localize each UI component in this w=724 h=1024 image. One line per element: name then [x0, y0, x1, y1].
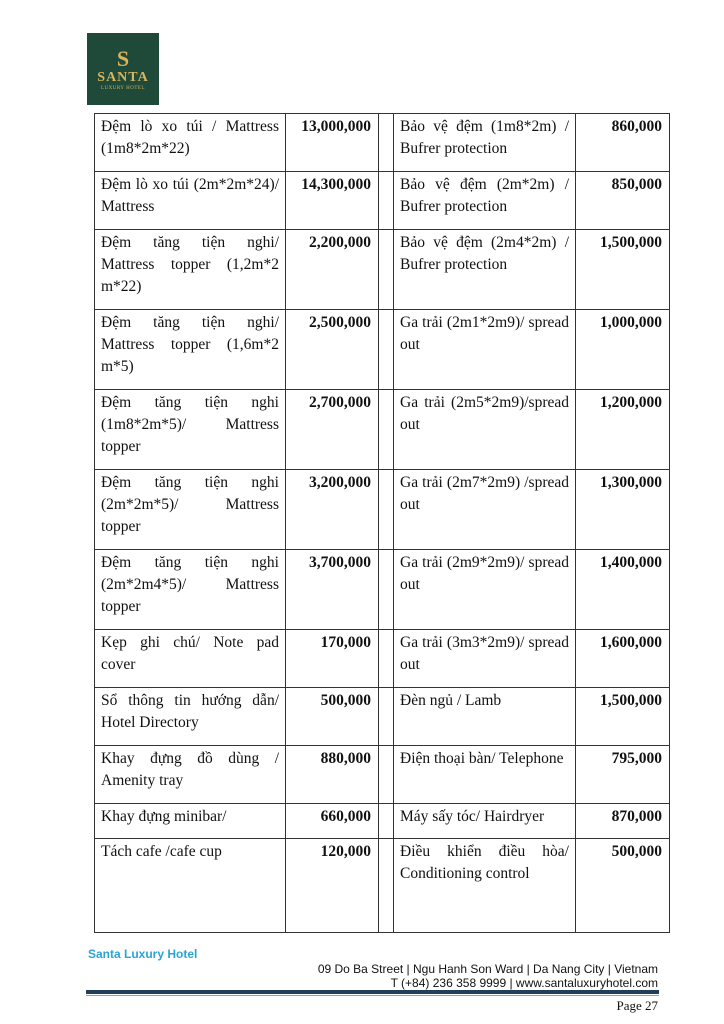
item-left: Sổ thông tin hướng dẫn/ Hotel Directory: [95, 688, 286, 746]
price-right: 850,000: [576, 172, 670, 230]
footer-address: 09 Do Ba Street | Ngu Hanh Son Ward | Da Nang City | Vietnam: [317, 962, 658, 976]
price-right: 1,500,000: [576, 688, 670, 746]
item-right: Bảo vệ đệm (1m8*2m) / Bufrer protection: [394, 114, 576, 172]
footer-address-block: [318, 962, 658, 990]
price-left: 2,500,000: [286, 310, 379, 390]
spacer: [379, 839, 394, 933]
spacer: [379, 746, 394, 804]
page-number: Page 27: [616, 998, 658, 1013]
price-left: 13,000,000: [286, 114, 379, 172]
footer-divider-thin: [86, 995, 659, 996]
footer-divider: [86, 990, 659, 994]
item-right: Ga trải (2m7*2m9) /spread out: [394, 470, 576, 550]
price-right: 1,500,000: [576, 230, 670, 310]
price-left: 2,700,000: [286, 390, 379, 470]
item-right: Đèn ngủ / Lamb: [394, 688, 576, 746]
price-right: 500,000: [576, 839, 670, 933]
logo-sub: LUXURY HOTEL: [100, 85, 145, 91]
spacer: [379, 230, 394, 310]
logo-name: SANTA: [97, 69, 149, 85]
table-row: [95, 688, 670, 746]
price-right: 795,000: [576, 746, 670, 804]
spacer: [379, 114, 394, 172]
price-left: 2,200,000: [286, 230, 379, 310]
price-table: [94, 113, 670, 933]
logo-mark: S: [116, 45, 130, 71]
table-row: [95, 310, 670, 390]
item-left: Đệm tăng tiện nghi/ Mattress topper (1,2m*2 m*22): [95, 230, 286, 310]
price-left: 660,000: [286, 804, 379, 839]
table-row: [95, 804, 670, 839]
table-row: [95, 839, 670, 933]
table-row: [95, 114, 670, 172]
price-right: 1,000,000: [576, 310, 670, 390]
price-left: 14,300,000: [286, 172, 379, 230]
spacer: [379, 804, 394, 839]
table-row: [95, 390, 670, 470]
item-left: Đệm lò xo túi / Mattress (1m8*2m*22): [95, 114, 286, 172]
price-left: 170,000: [286, 630, 379, 688]
spacer: [379, 550, 394, 630]
spacer: [379, 630, 394, 688]
footer-brand: Santa Luxury Hotel: [88, 947, 198, 961]
item-right: Bảo vệ đệm (2m4*2m) / Bufrer protection: [394, 230, 576, 310]
footer-contact: T (+84) 236 358 9999 | www.santaluxuryhotel.com: [390, 976, 658, 990]
item-right: Ga trải (2m9*2m9)/ spread out: [394, 550, 576, 630]
price-left: 120,000: [286, 839, 379, 933]
item-left: Khay đựng đồ dùng / Amenity tray: [95, 746, 286, 804]
item-right: Ga trải (2m5*2m9)/spread out: [394, 390, 576, 470]
price-right: 870,000: [576, 804, 670, 839]
price-right: 1,600,000: [576, 630, 670, 688]
price-right: 1,400,000: [576, 550, 670, 630]
price-left: 3,700,000: [286, 550, 379, 630]
price-left: 500,000: [286, 688, 379, 746]
table-row: [95, 470, 670, 550]
table-row: [95, 630, 670, 688]
item-left: Đệm tăng tiện nghi/ Mattress topper (1,6m*2 m*5): [95, 310, 286, 390]
price-right: 860,000: [576, 114, 670, 172]
spacer: [379, 470, 394, 550]
item-left: Đệm lò xo túi (2m*2m*24)/ Mattress: [95, 172, 286, 230]
price-right: 1,200,000: [576, 390, 670, 470]
item-left: Đệm tăng tiện nghi (1m8*2m*5)/ Mattress topper: [95, 390, 286, 470]
price-right: 1,300,000: [576, 470, 670, 550]
item-right: Bảo vệ đệm (2m*2m) / Bufrer protection: [394, 172, 576, 230]
table-row: [95, 550, 670, 630]
item-right: Máy sấy tóc/ Hairdryer: [394, 804, 576, 839]
item-right: Điện thoại bàn/ Telephone: [394, 746, 576, 804]
item-right: Ga trải (3m3*2m9)/ spread out: [394, 630, 576, 688]
spacer: [379, 310, 394, 390]
spacer: [379, 172, 394, 230]
item-left: Đệm tăng tiện nghi (2m*2m*5)/ Mattress topper: [95, 470, 286, 550]
item-left: Kẹp ghi chú/ Note pad cover: [95, 630, 286, 688]
price-left: 880,000: [286, 746, 379, 804]
item-left: Tách cafe /cafe cup: [95, 839, 286, 933]
spacer: [379, 390, 394, 470]
table-row: [95, 230, 670, 310]
item-right: Điều khiển điều hòa/ Conditioning control: [394, 839, 576, 933]
item-left: Đệm tăng tiện nghi (2m*2m4*5)/ Mattress topper: [95, 550, 286, 630]
item-right: Ga trải (2m1*2m9)/ spread out: [394, 310, 576, 390]
hotel-logo: [87, 33, 159, 105]
table-row: [95, 746, 670, 804]
price-left: 3,200,000: [286, 470, 379, 550]
spacer: [379, 688, 394, 746]
table-row: [95, 172, 670, 230]
item-left: Khay đựng minibar/: [95, 804, 286, 839]
